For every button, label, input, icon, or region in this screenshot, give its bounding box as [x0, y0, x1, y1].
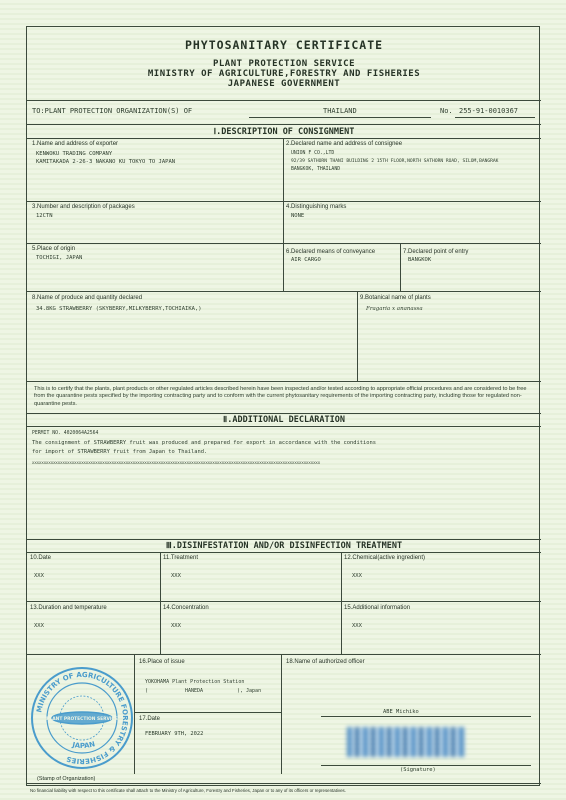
botanical-label: 9.Botanical name of plants: [360, 295, 431, 301]
consignee-city: BANGKOK, THAILAND: [291, 167, 341, 172]
stamp-ring-text: MINISTRY OF AGRICULTURE FORESTRY & FISHERIES: [35, 670, 130, 766]
entry-value: BANGKOK: [408, 257, 432, 263]
exporter-name: KENWOKU TRADING COMPANY: [36, 151, 113, 157]
declaration-line-1: The consignment of STRAWBERRY fruit was produced and prepared for export in accordance with the conditions: [32, 440, 377, 446]
section-3-title: Ⅲ.DISINFESTATION AND/OR DISINFECTION TREATMENT: [165, 541, 403, 551]
government-name: JAPANESE GOVERNMENT: [227, 79, 341, 89]
divider: [400, 243, 401, 291]
issuer-block: [27, 59, 541, 89]
packages-label: 3.Number and description of packages: [32, 204, 135, 210]
divider: [281, 654, 282, 774]
underline: [249, 117, 431, 118]
divider: [27, 552, 541, 553]
marks-label: 4.Distinguishing marks: [286, 204, 347, 210]
packages-value: 12CTN: [36, 213, 53, 219]
divider: [27, 201, 541, 202]
conveyance-value: AIR CARGO: [291, 257, 321, 263]
paren-open: (: [145, 688, 149, 694]
concentration-value: XXX: [171, 623, 181, 629]
exporter-label: 1.Name and address of exporter: [32, 141, 119, 147]
entry-label: 7.Declared point of entry: [403, 249, 469, 255]
paren-close: ), Japan: [237, 688, 262, 694]
certification-statement: This is to certify that the plants, plant products or other regulated articles described herein have been inspected and/or tested according to appropriate official procedures and are considered to be free from the quarantine pests specified by the importing contracting party and to conform with the current phytosanitary requirements of the importing contracting party, including those for regulated non-quarantine pests.: [34, 386, 527, 407]
produce-value: 34.8KG STRAWBERRY (SKYBERRY,MILKYBERRY,TOCHIAIKA,): [36, 306, 202, 312]
date-value: XXX: [34, 573, 44, 579]
ministry-name: MINISTRY OF AGRICULTURE,FORESTRY AND FISHERIES: [147, 69, 421, 79]
divider: [27, 539, 541, 540]
divider: [27, 381, 541, 382]
divider: [27, 601, 541, 602]
divider: [27, 100, 541, 101]
stamp-label: (Stamp of Organization): [37, 776, 96, 782]
declaration-line-2: for import of STRAWBERRY fruit from Japan to Thailand.: [32, 449, 208, 455]
issue-date: FEBRUARY 9TH, 2022: [145, 731, 204, 737]
number-label: No.: [440, 107, 453, 115]
consignee-label: 2.Declared name and address of consignee: [286, 141, 403, 147]
chemical-value: XXX: [352, 573, 362, 579]
section-2-title: Ⅱ.ADDITIONAL DECLARATION: [223, 415, 345, 425]
divider: [283, 243, 284, 291]
officer-label: 18.Name of authorized officer: [286, 659, 365, 665]
divider: [27, 426, 541, 427]
origin-value: TOCHIGI, JAPAN: [36, 255, 83, 261]
divider: [27, 654, 541, 655]
name-underline: [321, 716, 531, 717]
stamp-bottom-text: JAPAN: [71, 740, 96, 751]
treatment-value: XXX: [171, 573, 181, 579]
place-of-issue-line-1: YOKOHAMA Plant Protection Station: [145, 679, 245, 685]
divider: [27, 243, 541, 244]
concentration-label: 14.Concentration: [163, 605, 209, 611]
origin-label: 5.Place of origin: [32, 246, 76, 252]
divider: [27, 783, 541, 784]
signature-underline: [321, 765, 531, 766]
consignee-address: 92/39 SATHORN THANI BUILDING 2 15TH FLOOR,NORTH SATHORN ROAD, SILOM,BANGRAK: [291, 159, 499, 164]
destination-country: THAILAND: [323, 107, 357, 115]
signature-label: (Signature): [400, 767, 436, 773]
divider: [27, 138, 541, 139]
duration-label: 13.Duration and temperature: [30, 605, 107, 611]
date-label: 10.Date: [30, 555, 52, 561]
organization-stamp: [27, 663, 137, 773]
place-of-issue-label: 16.Place of issue: [139, 659, 185, 665]
declaration-filler: XXXXXXXXXXXXXXXXXXXXXXXXXXXXXXXXXXXXXXXXXXXXXXXXXXXXXXXXXXXXXXXXXXXXXXXXXXXXXXXXXXXXXXXXXXXXXXXXXXXXXXXXXXXXXXXXXXXXXXXXXXX: [32, 460, 321, 465]
permit-number: PERMIT NO. 4020064A2564: [32, 431, 99, 436]
divider: [27, 124, 541, 125]
additional-label: 15.Additional information: [344, 605, 411, 611]
duration-value: XXX: [34, 623, 44, 629]
underline: [455, 117, 535, 118]
divider: [283, 138, 284, 201]
botanical-value: Fragaria x ananassa: [366, 306, 423, 312]
certificate-title: PHYTOSANITARY CERTIFICATE: [184, 38, 384, 52]
service-name: PLANT PROTECTION SERVICE: [212, 59, 356, 69]
divider: [134, 712, 281, 713]
to-label: TO:PLANT PROTECTION ORGANIZATION(S) OF: [32, 107, 193, 115]
stamp-center-text: PLANT PROTECTION SERVICE: [46, 717, 118, 722]
certificate-frame: [26, 26, 540, 786]
treatment-label: 11.Treatment: [163, 555, 199, 561]
divider: [357, 291, 358, 381]
conveyance-label: 6.Declared means of conveyance: [286, 249, 376, 255]
additional-value: XXX: [352, 623, 362, 629]
exporter-address: KAMITAKADA 2-26-3 NAKANO KU TOKYO TO JAPAN: [36, 159, 176, 165]
liability-footer: No financial liability with respect to this certificate shall attach to the Ministry of Agriculture, Forestry and Fisheries, Japan or to any of its officers or representatives.: [30, 788, 346, 793]
divider: [27, 291, 541, 292]
officer-name: ABE Michiko: [383, 709, 419, 715]
produce-label: 8.Name of produce and quantity declared: [32, 295, 143, 301]
chemical-label: 12.Chemical(active ingredient): [344, 555, 426, 561]
divider: [27, 413, 541, 414]
consignee-name: UNION F CO.,LTD: [291, 151, 335, 156]
certificate-number: 255-91-0010367: [459, 107, 519, 115]
marks-value: NONE: [291, 213, 305, 219]
issue-date-label: 17.Date: [139, 716, 161, 722]
svg-text:JAPAN: [71, 740, 97, 750]
divider: [160, 552, 161, 654]
place-of-issue-airport: HANEDA: [185, 688, 204, 694]
signature-redacted: [347, 727, 465, 757]
section-1-title: Ⅰ.DESCRIPTION OF CONSIGNMENT: [213, 127, 355, 137]
divider: [341, 552, 342, 654]
divider: [283, 201, 284, 243]
